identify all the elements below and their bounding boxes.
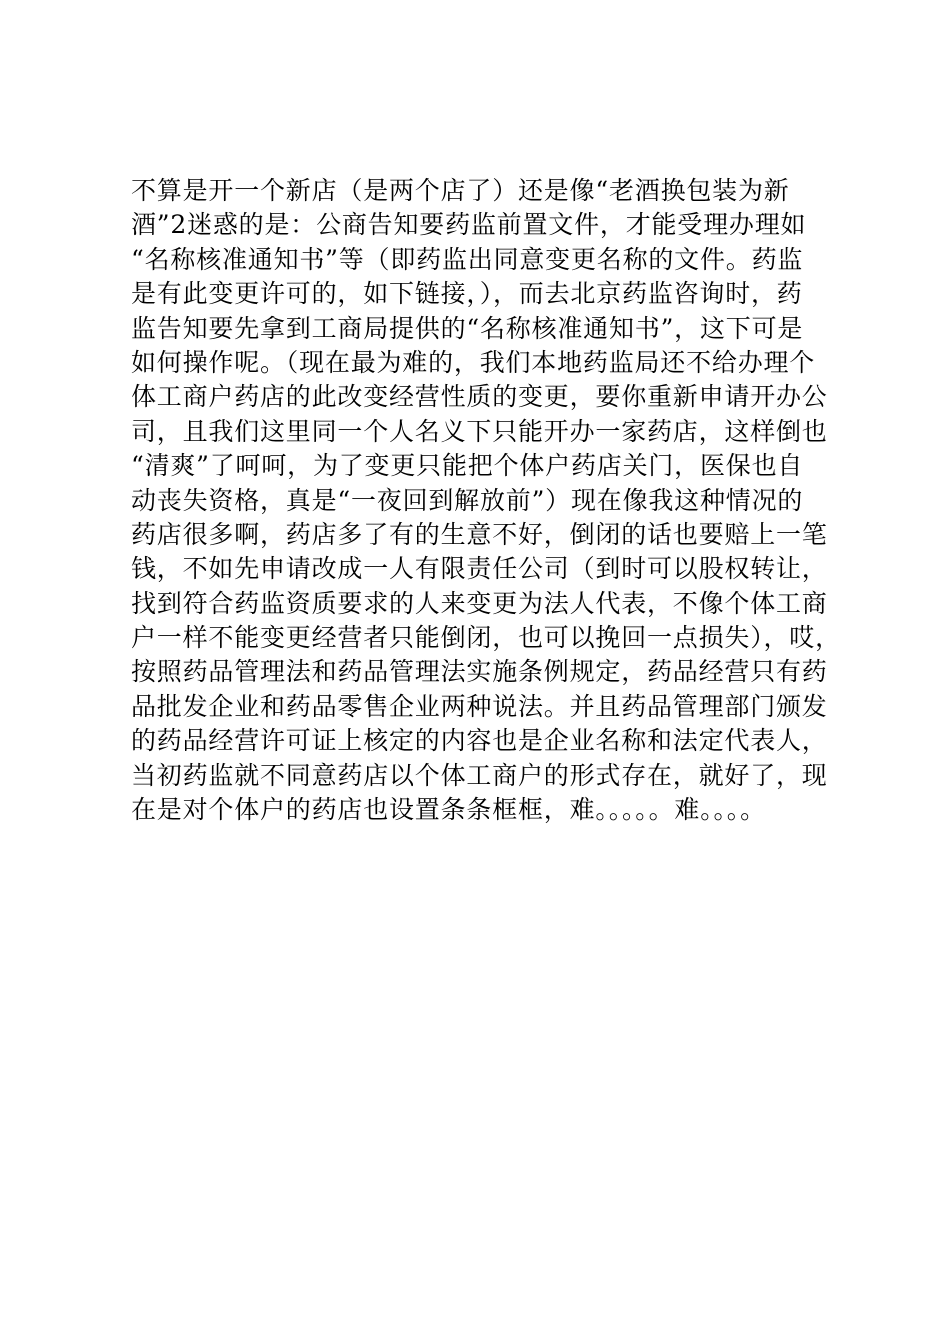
text-line: “清爽”了呵呵，为了变更只能把个体户药店关门，医保也自 (131, 451, 804, 481)
text-line: 动丧失资格，真是“一夜回到解放前”）现在像我这种情况的 (131, 485, 804, 515)
text-line: 在是对个体户的药店也设置条条框框，难。。。。。难。。。。 (131, 795, 766, 825)
text-line: “名称核准通知书”等（即药监出同意变更名称的文件。药监 (131, 244, 804, 274)
text-line: 酒”2迷惑的是：公商告知要药监前置文件，才能受理办理如 (131, 210, 807, 240)
text-line: 找到符合药监资质要求的人来变更为法人代表，不像个体工商 (131, 588, 828, 618)
text-line: 体工商户药店的此改变经营性质的变更，要你重新申请开办公 (131, 382, 828, 412)
text-line: 如何操作呢。（现在最为难的，我们本地药监局还不给办理个 (131, 347, 816, 377)
text-line: 品批发企业和药品零售企业两种说法。并且药品管理部门颁发 (131, 691, 828, 721)
text-line: 是有此变更许可的，如下链接，），而去北京药监咨询时，药 (131, 279, 803, 309)
text-line: 按照药品管理法和药品管理法实施条例规定，药品经营只有药 (131, 657, 828, 687)
text-line: 不算是开一个新店（是两个店了）还是像“老酒换包装为新 (131, 176, 790, 205)
text-line: 监告知要先拿到工商局提供的“名称核准通知书”，这下可是 (131, 313, 804, 343)
text-line: 药店很多啊，药店多了有的生意不好，倒闭的话也要赔上一笔 (131, 519, 828, 549)
text-line: 司，且我们这里同一个人名义下只能开办一家药店，这样倒也 (131, 416, 828, 446)
text-line: 的药品经营许可证上核定的内容也是企业名称和法定代表人， (131, 726, 828, 756)
text-line: 钱，不如先申请改成一人有限责任公司（到时可以股权转让， (131, 554, 828, 584)
body-paragraph (131, 174, 851, 827)
text-line: 户一样不能变更经营者只能倒闭，也可以挽回一点损失），哎， (131, 623, 841, 653)
text-line: 当初药监就不同意药店以个体工商户的形式存在，就好了，现 (131, 760, 828, 790)
